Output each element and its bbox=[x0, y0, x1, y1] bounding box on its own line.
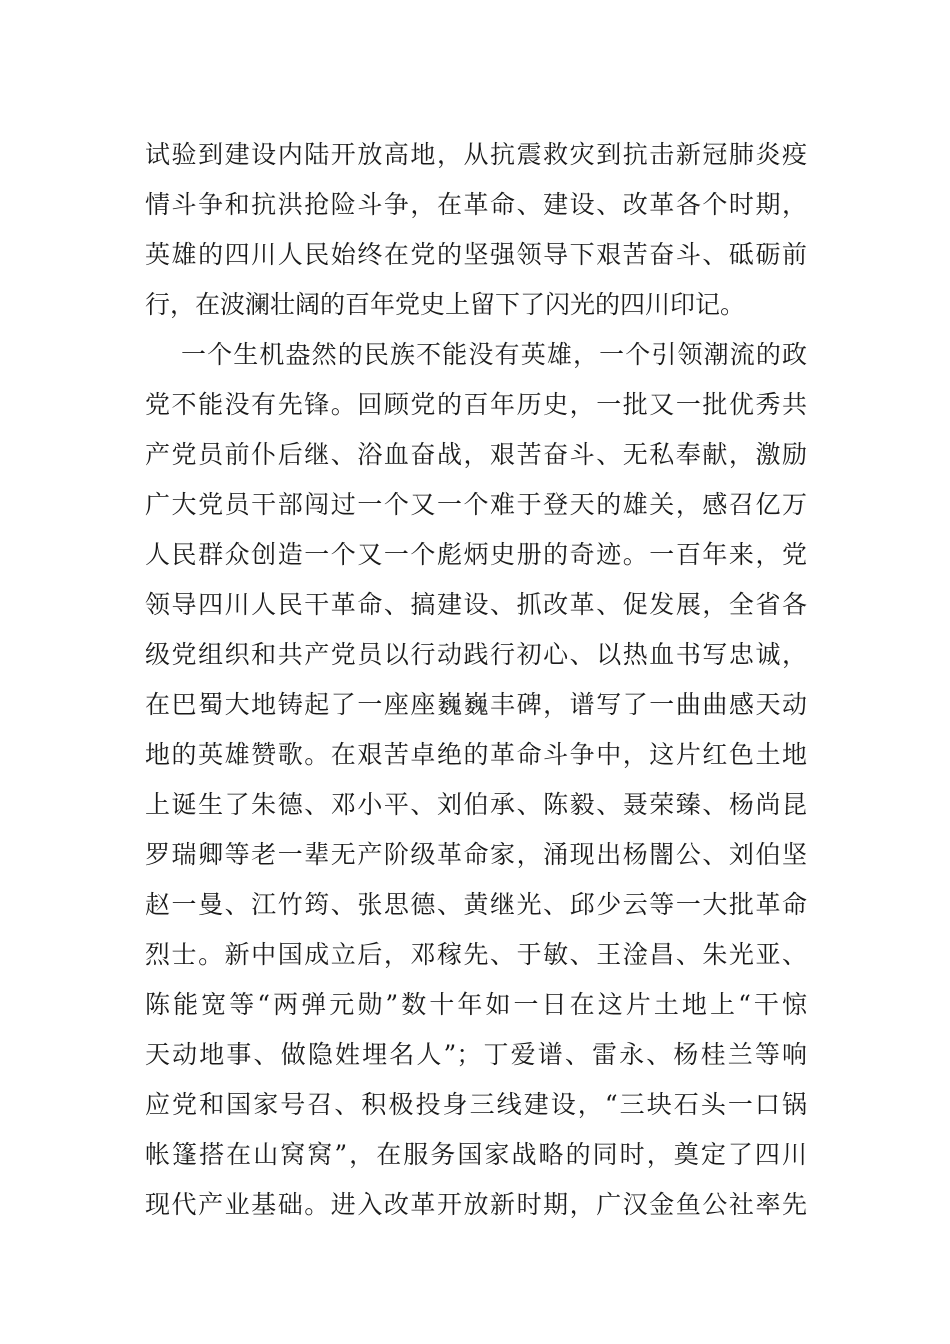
text-line: 人民群众创造一个又一个彪炳史册的奇迹。一百年来，党 bbox=[145, 540, 807, 569]
text-line: 陈能宽等“两弹元勋”数十年如一日在这片土地上“干惊 bbox=[145, 990, 807, 1019]
text-line: 帐篷搭在山窝窝”，在服务国家战略的同时，奠定了四川 bbox=[145, 1140, 807, 1169]
text-line: 情斗争和抗洪抢险斗争，在革命、建设、改革各个时期， bbox=[145, 190, 807, 219]
text-line: 应党和国家号召、积极投身三线建设，“三块石头一口锅 bbox=[145, 1090, 807, 1119]
text-line: 领导四川人民干革命、搞建设、抓改革、促发展，全省各 bbox=[145, 590, 807, 619]
text-line: 行，在波澜壮阔的百年党史上留下了闪光的四川印记。 bbox=[145, 290, 746, 319]
text-line: 试验到建设内陆开放高地，从抗震救灾到抗击新冠肺炎疫 bbox=[145, 140, 807, 169]
text-line: 产党员前仆后继、浴血奋战，艰苦奋斗、无私奉献，激励 bbox=[145, 440, 807, 469]
text-line: 烈士。新中国成立后，邓稼先、于敏、王淦昌、朱光亚、 bbox=[145, 940, 807, 969]
text-line: 天动地事、做隐姓埋名人”；丁爱谱、雷永、杨桂兰等响 bbox=[145, 1040, 807, 1069]
text-line: 一个生机盎然的民族不能没有英雄，一个引领潮流的政 bbox=[181, 340, 807, 369]
text-line: 党不能没有先锋。回顾党的百年历史，一批又一批优秀共 bbox=[145, 390, 807, 419]
text-line: 级党组织和共产党员以行动践行初心、以热血书写忠诚， bbox=[145, 640, 807, 669]
text-line: 上诞生了朱德、邓小平、刘伯承、陈毅、聂荣臻、杨尚昆 bbox=[145, 790, 807, 819]
text-line: 地的英雄赞歌。在艰苦卓绝的革命斗争中，这片红色土地 bbox=[145, 740, 807, 769]
text-line: 英雄的四川人民始终在党的坚强领导下艰苦奋斗、砥砺前 bbox=[145, 240, 807, 269]
text-line: 赵一曼、江竹筠、张思德、黄继光、邱少云等一大批革命 bbox=[145, 890, 807, 919]
text-line: 在巴蜀大地铸起了一座座巍巍丰碑，谱写了一曲曲感天动 bbox=[145, 690, 807, 719]
text-line: 现代产业基础。进入改革开放新时期，广汉金鱼公社率先 bbox=[145, 1190, 807, 1219]
body-text bbox=[145, 130, 807, 1230]
text-line: 广大党员干部闯过一个又一个难于登天的雄关，感召亿万 bbox=[145, 490, 807, 519]
text-line: 罗瑞卿等老一辈无产阶级革命家，涌现出杨闇公、刘伯坚 bbox=[145, 840, 807, 869]
